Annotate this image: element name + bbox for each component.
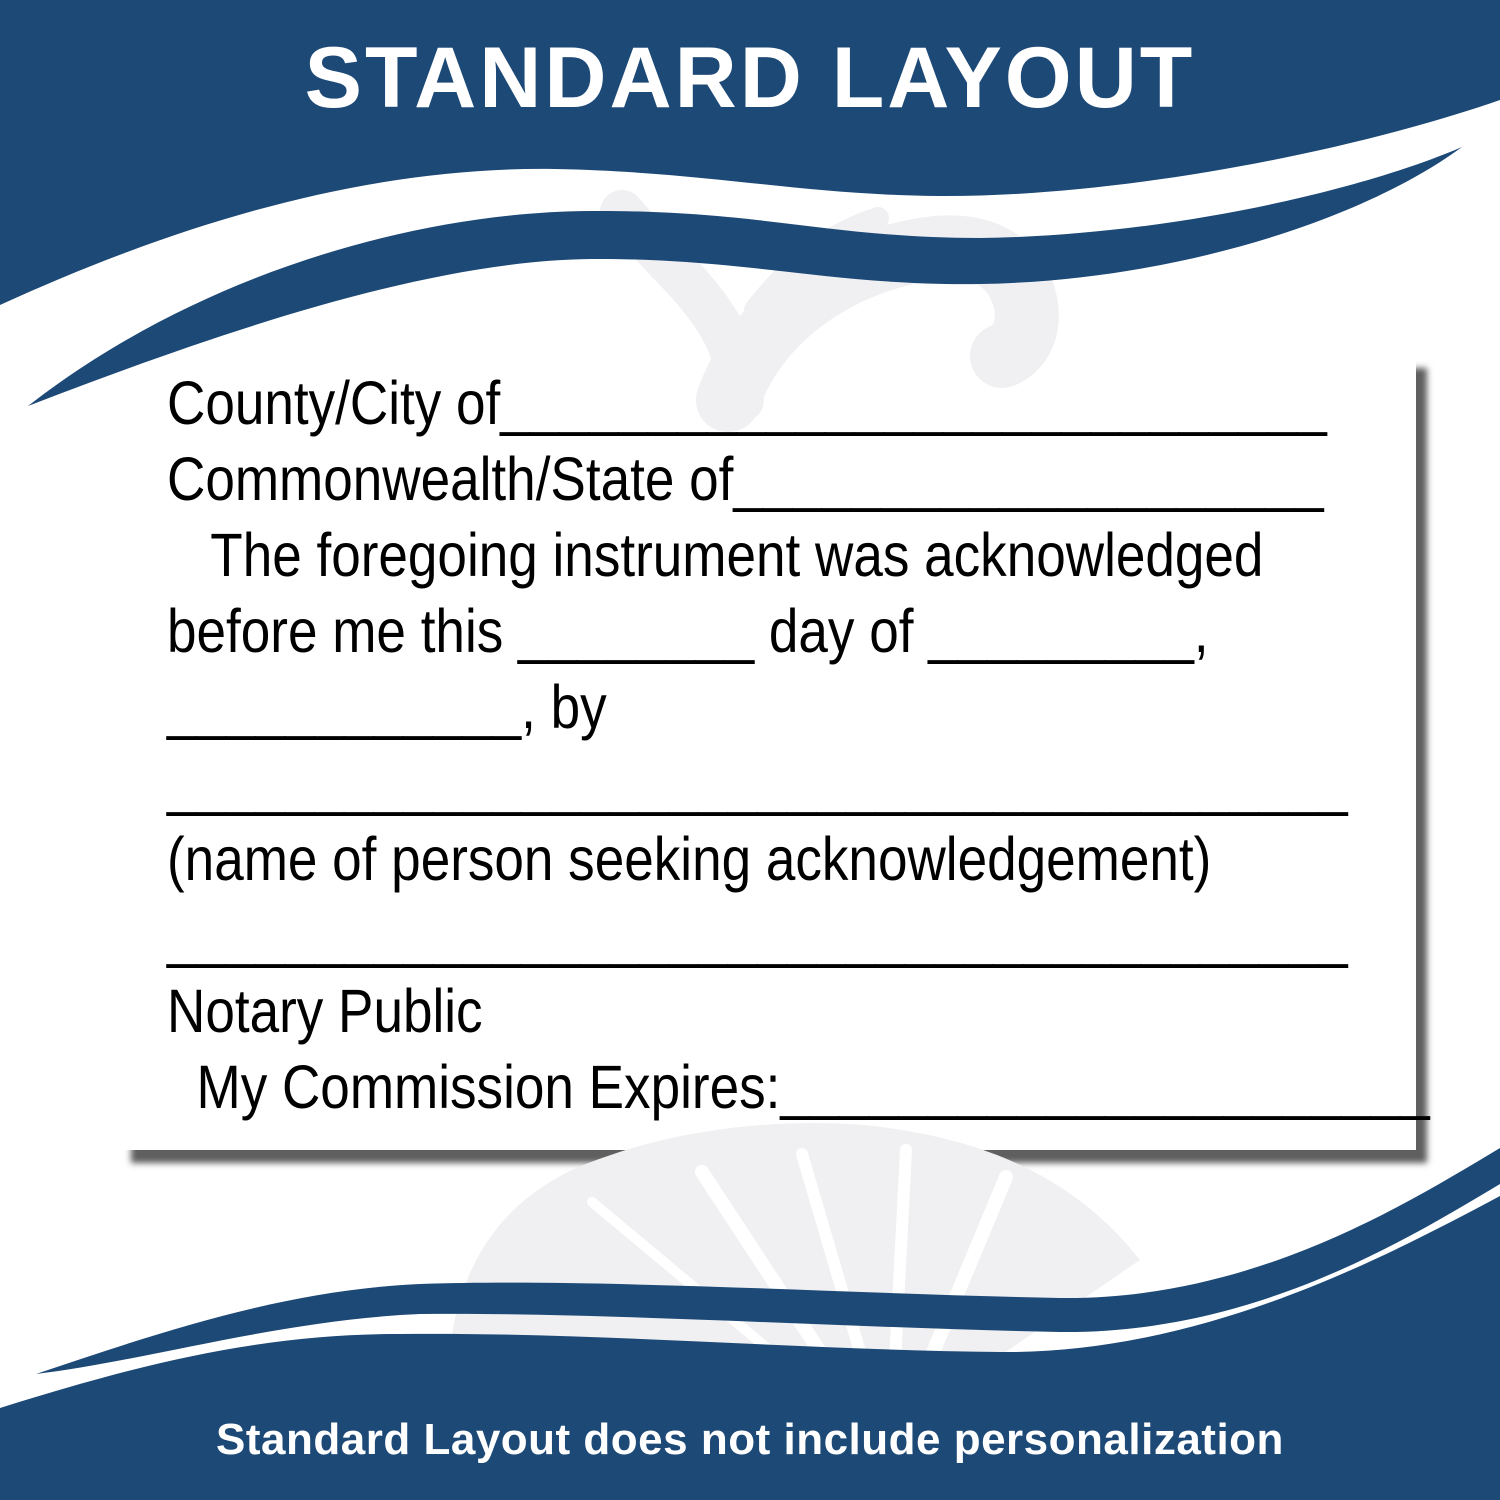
stamp-line-commonwealth-state: Commonwealth/State of____________________ bbox=[167, 445, 1324, 513]
stamp-line-name-blank: ________________________________________ bbox=[167, 749, 1348, 817]
stamp-impression-text bbox=[167, 365, 1455, 1125]
stamp-line-notary-public: Notary Public bbox=[167, 977, 483, 1045]
footer-note: Standard Layout does not include personalization bbox=[216, 1415, 1284, 1464]
stamp-line-name-caption: (name of person seeking acknowledgement) bbox=[167, 825, 1212, 893]
stamp-line-foregoing-instrument: The foregoing instrument was acknowledged bbox=[167, 521, 1264, 589]
stamp-line-signature-blank: ________________________________________ bbox=[167, 901, 1348, 969]
stamp-line-by: ____________, by bbox=[167, 673, 607, 741]
stamp-line-commission-expires: My Commission Expires:______________________ bbox=[167, 1053, 1430, 1121]
stamp-line-before-me: before me this ________ day of _________, bbox=[167, 597, 1209, 665]
stamp-line-county-city: County/City of____________________________ bbox=[167, 369, 1327, 437]
banner-title: STANDARD LAYOUT bbox=[304, 30, 1196, 126]
